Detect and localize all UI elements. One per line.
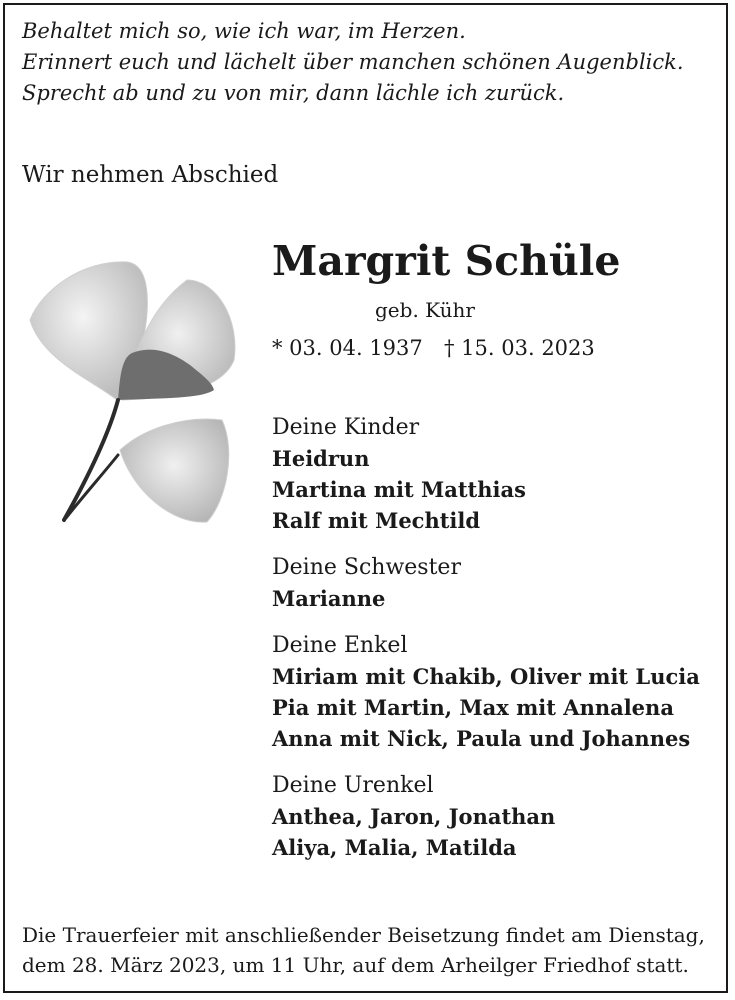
maiden-name: geb. Kühr — [375, 298, 475, 322]
death-date: † 15. 03. 2023 — [444, 336, 595, 360]
notice-line: Die Trauerfeier mit anschließender Beisetzung findet am Dienstag, — [22, 923, 705, 947]
mourners-list — [272, 412, 722, 879]
birth-date: * 03. 04. 1937 — [272, 336, 423, 360]
mourner-name: Ralf mit Mechtild — [272, 508, 481, 533]
poem — [22, 16, 722, 109]
life-dates — [272, 333, 595, 363]
funeral-notice — [22, 920, 722, 980]
mourner-name: Miriam mit Chakib, Oliver mit Lucia — [272, 664, 700, 689]
poem-line: Sprecht ab und zu von mir, dann lächle ich zurück. — [22, 81, 565, 105]
deceased-name: Margrit Schüle — [272, 237, 621, 285]
mourner-name: Anthea, Jaron, Jonathan — [272, 804, 556, 829]
mourner-name: Pia mit Martin, Max mit Annalena — [272, 695, 674, 720]
mourner-name: Aliya, Malia, Matilda — [272, 835, 517, 860]
mourner-name: Marianne — [272, 586, 386, 611]
mourner-name: Anna mit Nick, Paula und Johannes — [272, 726, 691, 751]
mourner-group-grandchildren — [272, 630, 722, 754]
mourner-name: Martina mit Matthias — [272, 477, 526, 502]
group-label: Deine Urenkel — [272, 773, 434, 798]
ginkgo-leaf-icon — [22, 250, 242, 535]
group-label: Deine Kinder — [272, 415, 420, 440]
poem-line: Erinnert euch und lächelt über manchen schönen Augenblick. — [22, 50, 684, 74]
mourner-group-sister — [272, 552, 722, 614]
intro-text: Wir nehmen Abschied — [22, 162, 279, 188]
mourner-name: Heidrun — [272, 446, 370, 471]
poem-line: Behaltet mich so, wie ich war, im Herzen. — [22, 19, 466, 43]
mourner-group-great-grandchildren — [272, 770, 722, 863]
mourner-group-children — [272, 412, 722, 536]
group-label: Deine Enkel — [272, 633, 408, 658]
notice-line: dem 28. März 2023, um 11 Uhr, auf dem Arheilger Friedhof statt. — [22, 953, 689, 977]
group-label: Deine Schwester — [272, 555, 461, 580]
